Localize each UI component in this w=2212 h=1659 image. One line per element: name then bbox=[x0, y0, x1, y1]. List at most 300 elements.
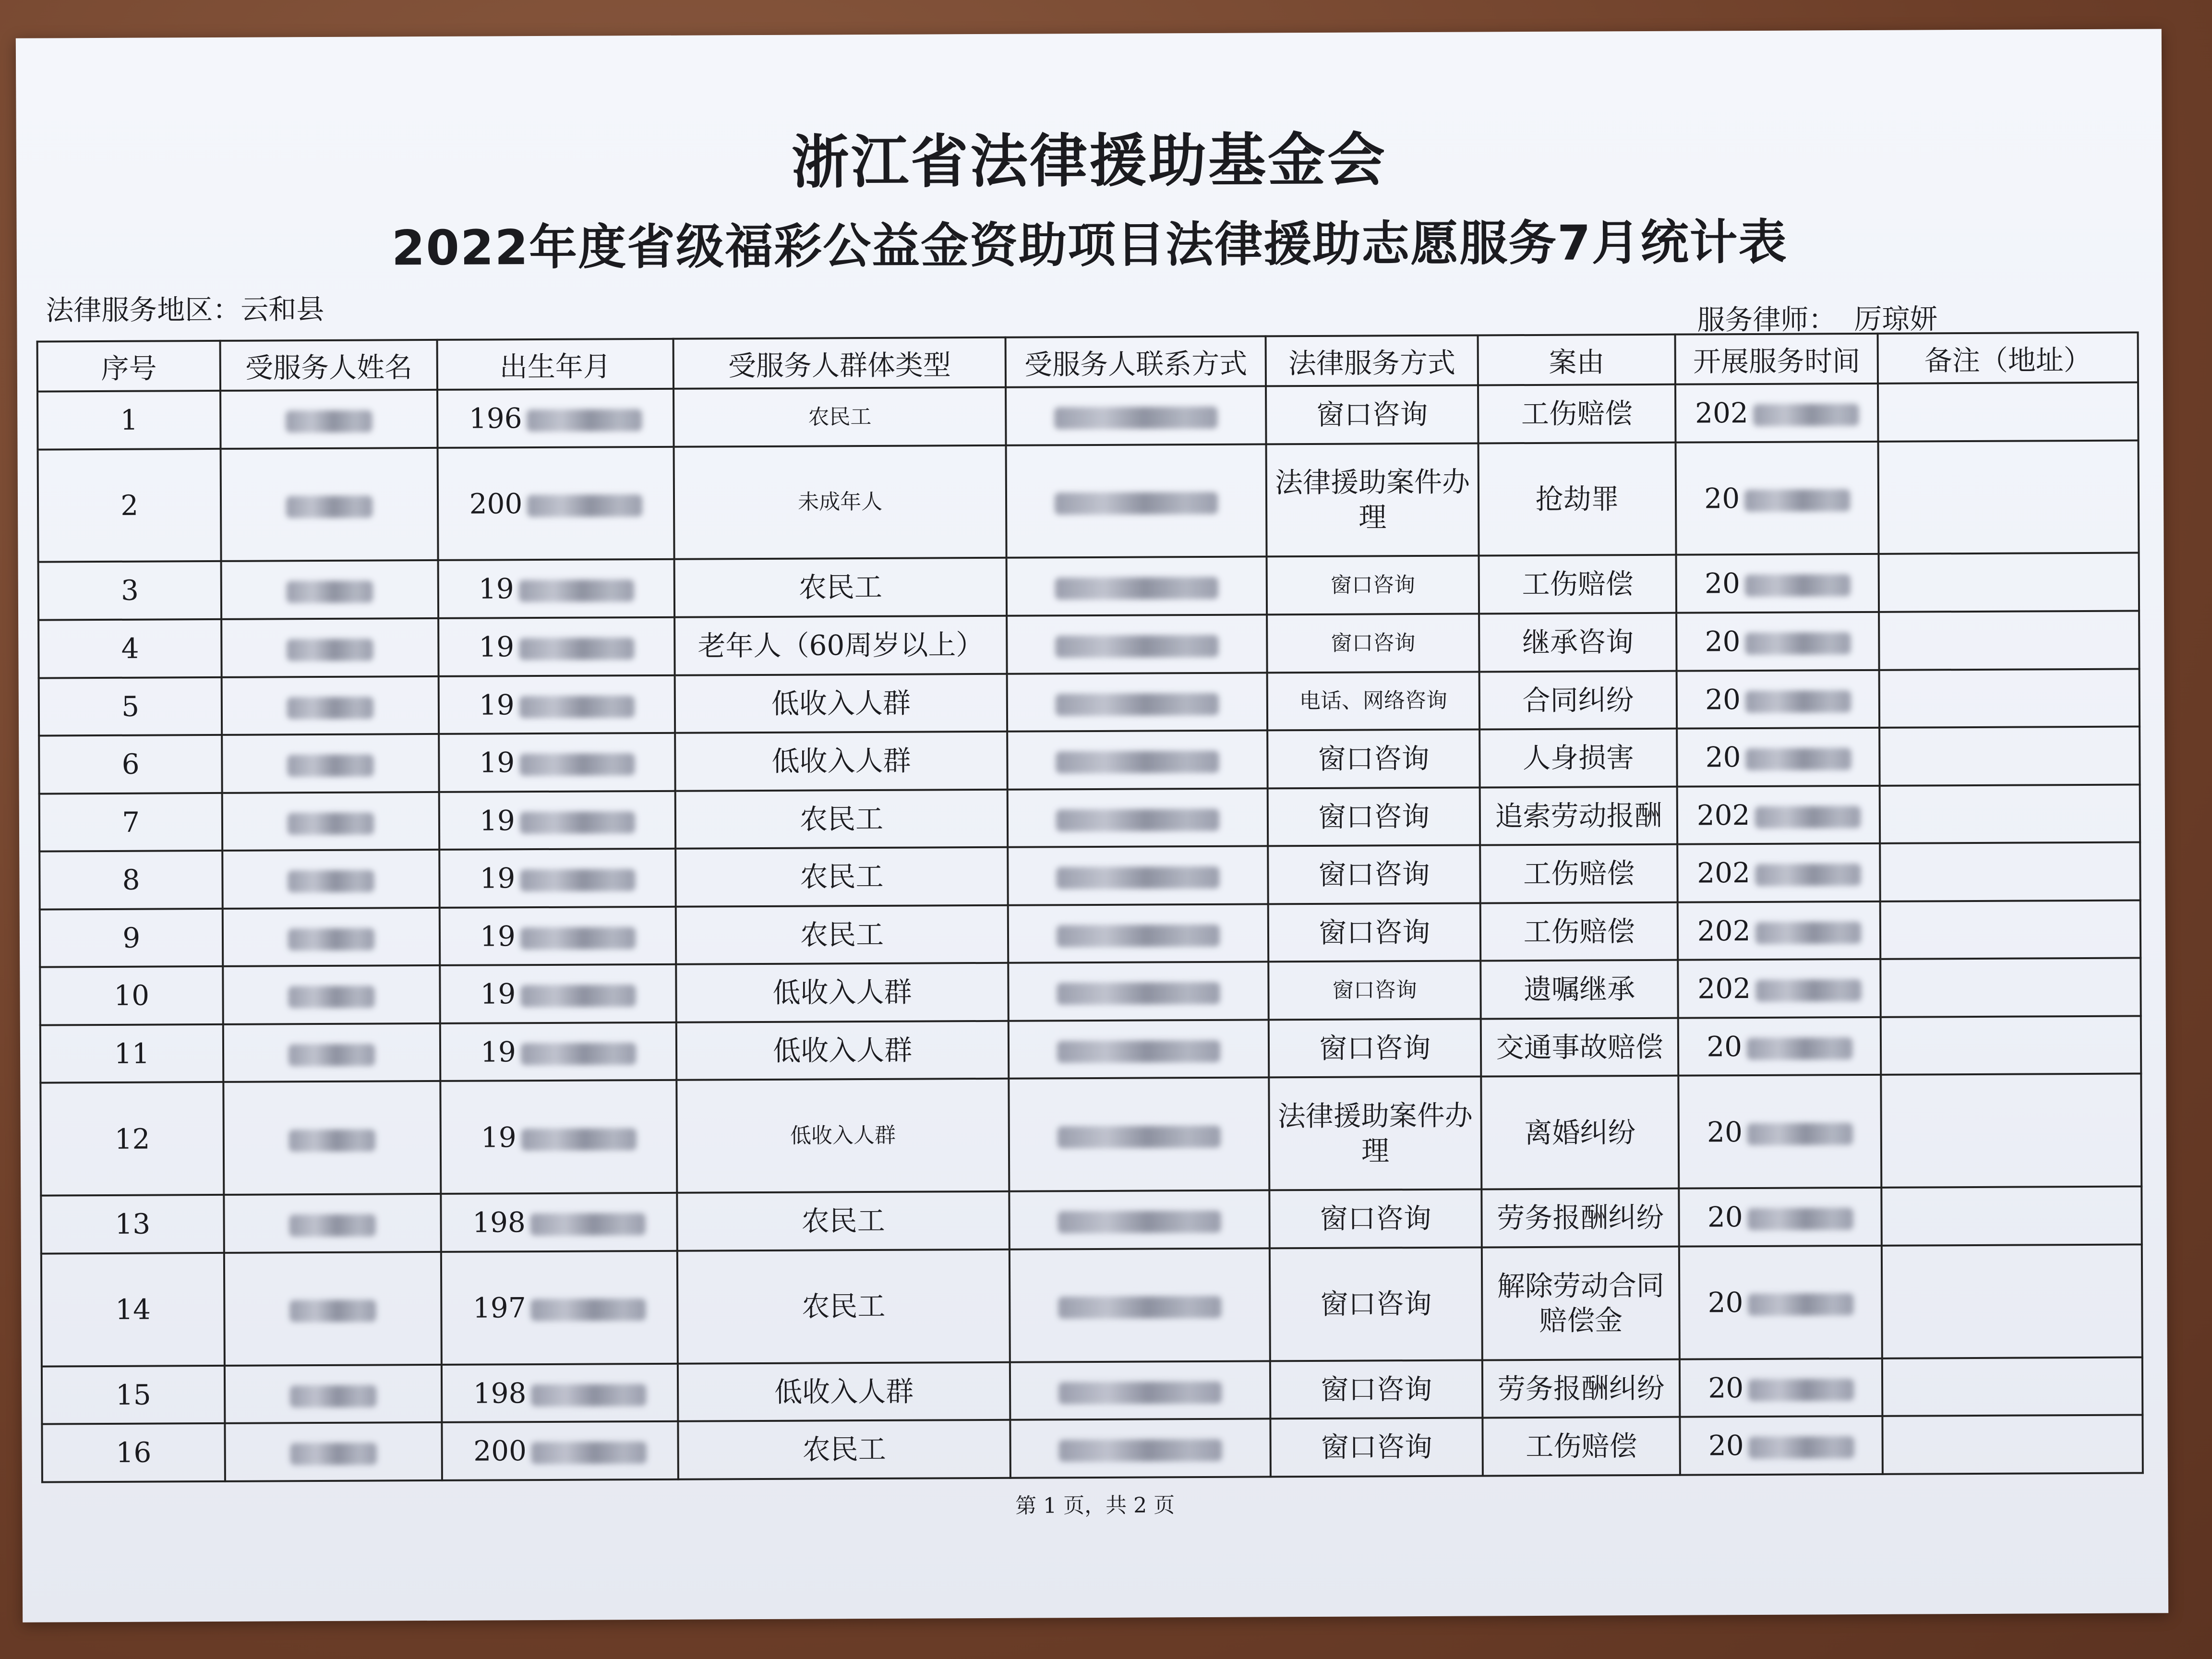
cell-cause bbox=[1481, 1018, 1679, 1077]
cell-name bbox=[222, 734, 439, 793]
cell-remark bbox=[1882, 1244, 2142, 1358]
table-row bbox=[40, 900, 2140, 967]
cell-cause-text: 工伤赔偿 bbox=[1521, 397, 1633, 431]
report-title: 2022年度省级福彩公益金资助项目法律援助志愿服务7月统计表 bbox=[391, 214, 1788, 276]
cell-group-text: 低收入人群 bbox=[774, 1375, 914, 1408]
cell-no bbox=[42, 1366, 225, 1424]
cell-method-text: 窗口咨询 bbox=[1318, 858, 1430, 891]
cell-birth bbox=[439, 733, 675, 792]
table-header-row bbox=[37, 332, 2138, 391]
cell-contact bbox=[1010, 1361, 1270, 1420]
cell-group bbox=[678, 1420, 1010, 1479]
cell-group bbox=[674, 673, 1007, 733]
redacted-block bbox=[290, 1385, 376, 1407]
cell-cause-text: 工伤赔偿 bbox=[1523, 914, 1635, 948]
redacted-block bbox=[1058, 1382, 1222, 1404]
cell-group bbox=[674, 558, 1007, 617]
cell-no-text: 2 bbox=[120, 489, 139, 522]
redacted-block bbox=[1057, 1040, 1220, 1063]
cell-group-text: 农民工 bbox=[808, 404, 872, 430]
redacted-block bbox=[1755, 922, 1861, 944]
redacted-block bbox=[1747, 1037, 1852, 1060]
cell-name bbox=[223, 908, 440, 967]
cell-method-text: 窗口咨询 bbox=[1321, 1431, 1432, 1464]
table-row bbox=[42, 1415, 2142, 1482]
table-row bbox=[39, 842, 2140, 910]
cell-method-text: 窗口咨询 bbox=[1319, 1031, 1431, 1065]
cell-no bbox=[37, 391, 221, 449]
cell-cause bbox=[1482, 1359, 1680, 1418]
cell-no-text: 1 bbox=[120, 403, 138, 436]
cell-birth-text: 19 bbox=[480, 977, 516, 1010]
cell-method-text: 窗口咨询 bbox=[1332, 978, 1417, 1003]
cell-time bbox=[1676, 441, 1879, 555]
redacted-block bbox=[531, 1442, 647, 1464]
redacted-block bbox=[519, 637, 634, 660]
cell-name bbox=[223, 965, 440, 1024]
table-row bbox=[41, 1187, 2141, 1254]
redacted-block bbox=[1055, 492, 1218, 515]
redacted-block bbox=[287, 638, 373, 661]
cell-time-text: 202 bbox=[1697, 972, 1751, 1005]
cell-method bbox=[1269, 961, 1481, 1020]
cell-method bbox=[1268, 903, 1480, 962]
cell-birth-text: 19 bbox=[481, 1120, 517, 1154]
cell-group-text: 农民工 bbox=[802, 1289, 886, 1323]
header-remark: 备注（地址） bbox=[1878, 332, 2138, 383]
header-birth: 出生年月 bbox=[437, 339, 673, 390]
lawyer-label: 服务律师： bbox=[1697, 303, 1837, 337]
cell-time-text: 20 bbox=[1705, 625, 1741, 658]
redacted-block bbox=[521, 1043, 636, 1065]
cell-no bbox=[39, 851, 223, 909]
cell-remark bbox=[1879, 727, 2140, 786]
cell-remark bbox=[1880, 900, 2141, 959]
header-cause: 案由 bbox=[1478, 335, 1675, 385]
cell-name bbox=[225, 1422, 442, 1481]
redacted-block bbox=[288, 755, 374, 777]
cell-method bbox=[1266, 443, 1479, 557]
table-row bbox=[40, 958, 2140, 1025]
cell-remark bbox=[1878, 382, 2139, 441]
cell-no-text: 7 bbox=[122, 805, 140, 839]
cell-time bbox=[1677, 670, 1879, 728]
cell-method-text: 法律援助案件办理 bbox=[1277, 1099, 1473, 1167]
redacted-block bbox=[1755, 864, 1861, 886]
cell-method-text: 窗口咨询 bbox=[1318, 742, 1430, 776]
cell-contact bbox=[1006, 386, 1266, 445]
redacted-block bbox=[1745, 632, 1851, 655]
cell-method-text: 窗口咨询 bbox=[1331, 630, 1416, 656]
cell-time-text: 20 bbox=[1707, 1286, 1743, 1319]
cell-time bbox=[1680, 1358, 1882, 1417]
cell-method-text: 电话、网络咨询 bbox=[1299, 688, 1448, 714]
cell-remark bbox=[1879, 611, 2140, 670]
cell-remark bbox=[1881, 1074, 2141, 1188]
cell-group-text: 低收入人群 bbox=[772, 976, 912, 1010]
redacted-block bbox=[520, 927, 636, 950]
page-footer: 第 1 页，共 2 页 bbox=[1015, 1493, 1175, 1518]
redacted-block bbox=[287, 581, 373, 603]
cell-cause bbox=[1480, 902, 1678, 961]
cell-no-text: 14 bbox=[115, 1293, 151, 1326]
cell-birth bbox=[438, 559, 674, 618]
cell-group-text: 农民工 bbox=[800, 918, 884, 951]
cell-time-text: 202 bbox=[1695, 397, 1748, 430]
cell-birth-text: 200 bbox=[473, 1434, 527, 1468]
cell-no-text: 3 bbox=[120, 574, 139, 607]
cell-group bbox=[677, 1191, 1010, 1251]
cell-cause bbox=[1479, 671, 1677, 729]
cell-birth bbox=[438, 617, 674, 676]
cell-contact bbox=[1008, 788, 1268, 847]
redacted-block bbox=[1744, 489, 1850, 512]
table-row bbox=[37, 382, 2138, 449]
cell-contact bbox=[1010, 1419, 1271, 1478]
cell-group bbox=[675, 732, 1008, 791]
cell-contact bbox=[1006, 444, 1267, 558]
cell-cause bbox=[1480, 786, 1678, 845]
cell-no-text: 6 bbox=[121, 747, 140, 781]
redacted-block bbox=[519, 580, 634, 602]
cell-cause-text: 工伤赔偿 bbox=[1522, 567, 1634, 601]
cell-birth-text: 19 bbox=[479, 688, 515, 721]
table-row bbox=[38, 611, 2139, 678]
cell-remark bbox=[1878, 440, 2139, 554]
cell-method bbox=[1270, 1360, 1482, 1419]
cell-cause-text: 解除劳动合同赔偿金 bbox=[1497, 1269, 1665, 1337]
cell-method bbox=[1270, 1190, 1482, 1248]
cell-time bbox=[1677, 612, 1879, 671]
redacted-block bbox=[287, 697, 373, 719]
cell-group bbox=[678, 1362, 1010, 1421]
redacted-block bbox=[1748, 1379, 1854, 1401]
cell-contact bbox=[1008, 730, 1268, 789]
cell-time bbox=[1676, 554, 1879, 613]
redacted-block bbox=[288, 812, 374, 835]
cell-name bbox=[220, 390, 437, 449]
cell-contact bbox=[1009, 962, 1269, 1021]
cell-birth bbox=[440, 1080, 677, 1194]
cell-birth bbox=[442, 1421, 678, 1480]
cell-time bbox=[1677, 728, 1880, 786]
cell-no-text: 4 bbox=[121, 632, 139, 665]
table-row bbox=[39, 669, 2140, 736]
cell-birth bbox=[441, 1251, 678, 1365]
redacted-block bbox=[1055, 577, 1218, 600]
cell-group-text: 农民工 bbox=[800, 860, 884, 893]
cell-contact bbox=[1007, 614, 1267, 673]
cell-method-text: 窗口咨询 bbox=[1316, 397, 1428, 431]
cell-no-text: 5 bbox=[121, 690, 140, 723]
cell-no-text: 15 bbox=[115, 1378, 151, 1411]
cell-birth bbox=[441, 1193, 677, 1252]
cell-cause bbox=[1480, 960, 1678, 1019]
cell-cause-text: 工伤赔偿 bbox=[1526, 1430, 1637, 1463]
cell-group bbox=[676, 905, 1009, 965]
cell-time bbox=[1677, 785, 1880, 844]
cell-group bbox=[674, 616, 1007, 675]
redacted-block bbox=[1755, 806, 1860, 829]
cell-no-text: 11 bbox=[114, 1037, 150, 1070]
cell-cause-text: 离婚纠纷 bbox=[1524, 1116, 1636, 1149]
redacted-block bbox=[519, 696, 635, 718]
cell-cause bbox=[1482, 1247, 1680, 1360]
cell-cause-text: 继承咨询 bbox=[1522, 625, 1634, 659]
cell-birth-text: 200 bbox=[469, 487, 523, 520]
table-row bbox=[38, 553, 2139, 620]
redacted-block bbox=[1748, 1208, 1853, 1230]
cell-group-text: 农民工 bbox=[802, 1433, 886, 1467]
cell-cause bbox=[1480, 844, 1678, 903]
cell-cause-text: 人身损害 bbox=[1522, 741, 1635, 775]
cell-name bbox=[223, 850, 440, 909]
cell-cause-text: 抢劫罪 bbox=[1535, 482, 1619, 516]
cell-no bbox=[40, 1082, 224, 1196]
cell-cause-text: 遗嘱继承 bbox=[1524, 973, 1635, 1006]
redacted-block bbox=[1056, 635, 1219, 658]
cell-contact bbox=[1007, 673, 1267, 732]
table-row bbox=[39, 784, 2140, 852]
cell-no-text: 8 bbox=[122, 863, 140, 897]
cell-group-text: 农民工 bbox=[798, 571, 883, 604]
table-row bbox=[38, 440, 2139, 562]
region-value: 云和县 bbox=[240, 292, 325, 326]
region-label: 法律服务地区： bbox=[46, 293, 241, 327]
cell-cause-text: 追索劳动报酬 bbox=[1495, 799, 1662, 833]
cell-remark bbox=[1882, 1415, 2143, 1474]
cell-birth bbox=[439, 791, 675, 850]
redacted-block bbox=[520, 869, 635, 891]
cell-no bbox=[40, 1024, 224, 1083]
cell-time-text: 202 bbox=[1697, 914, 1751, 948]
cell-birth-text: 19 bbox=[479, 746, 515, 779]
cell-method-text: 窗口咨询 bbox=[1318, 800, 1430, 833]
header-contact: 受服务人联系方式 bbox=[1006, 336, 1266, 387]
cell-no-text: 16 bbox=[116, 1436, 152, 1469]
cell-remark bbox=[1882, 1357, 2143, 1416]
lawyer-value: 厉琼妍 bbox=[1854, 302, 1938, 336]
cell-method bbox=[1267, 613, 1479, 672]
cell-time-text: 202 bbox=[1697, 856, 1751, 890]
cell-method bbox=[1267, 730, 1479, 788]
cell-cause-text: 交通事故赔偿 bbox=[1496, 1030, 1663, 1064]
cell-name bbox=[224, 1194, 441, 1253]
cell-cause-text: 劳务报酬纠纷 bbox=[1497, 1371, 1665, 1406]
cell-no-text: 12 bbox=[114, 1122, 150, 1155]
cell-birth bbox=[439, 849, 675, 908]
cell-no-text: 10 bbox=[114, 979, 150, 1012]
cell-birth-text: 198 bbox=[472, 1206, 526, 1239]
statistics-table bbox=[36, 331, 2144, 1483]
cell-contact bbox=[1008, 846, 1268, 905]
cell-cause bbox=[1478, 385, 1676, 443]
cell-no bbox=[41, 1195, 224, 1253]
header-method: 法律服务方式 bbox=[1266, 335, 1478, 386]
header-no: 序号 bbox=[37, 341, 221, 392]
cell-birth-text: 19 bbox=[480, 862, 516, 895]
cell-time-text: 20 bbox=[1707, 1201, 1743, 1234]
cell-birth bbox=[442, 1363, 678, 1422]
redacted-block bbox=[1745, 748, 1851, 770]
redacted-block bbox=[520, 811, 635, 834]
cell-cause-text: 工伤赔偿 bbox=[1523, 857, 1635, 890]
cell-time bbox=[1678, 959, 1881, 1018]
redacted-block bbox=[519, 753, 635, 776]
redacted-block bbox=[1755, 979, 1861, 1002]
cell-method-text: 法律援助案件办理 bbox=[1274, 466, 1470, 534]
cell-name bbox=[221, 560, 438, 619]
cell-time bbox=[1678, 902, 1880, 960]
cell-group-text: 老年人（60周岁以上） bbox=[697, 628, 984, 662]
document-page bbox=[16, 29, 2168, 1622]
cell-contact bbox=[1007, 557, 1267, 616]
cell-method-text: 窗口咨询 bbox=[1318, 915, 1431, 949]
cell-time-text: 20 bbox=[1708, 1429, 1744, 1462]
cell-group bbox=[676, 1021, 1009, 1081]
cell-birth-text: 198 bbox=[473, 1376, 527, 1410]
cell-group bbox=[677, 1250, 1010, 1364]
cell-cause-text: 劳务报酬纠纷 bbox=[1497, 1201, 1664, 1235]
redacted-block bbox=[1745, 575, 1851, 597]
cell-cause-text: 合同纠纷 bbox=[1522, 683, 1634, 717]
cell-method bbox=[1271, 1418, 1483, 1477]
cell-group-text: 低收入人群 bbox=[771, 686, 911, 720]
cell-contact bbox=[1010, 1248, 1270, 1362]
cell-time bbox=[1679, 1246, 1882, 1359]
redacted-block bbox=[1056, 751, 1219, 773]
cell-remark bbox=[1880, 784, 2140, 843]
redacted-block bbox=[1057, 982, 1220, 1005]
cell-time-text: 20 bbox=[1704, 481, 1740, 515]
redacted-block bbox=[520, 985, 636, 1007]
cell-birth bbox=[440, 907, 676, 966]
redacted-block bbox=[1745, 690, 1851, 713]
cell-time-text: 20 bbox=[1705, 741, 1741, 774]
cell-no bbox=[39, 735, 222, 793]
cell-name bbox=[222, 792, 439, 851]
cell-cause bbox=[1479, 613, 1677, 672]
table-row bbox=[41, 1244, 2142, 1366]
redacted-block bbox=[1057, 866, 1220, 889]
cell-name bbox=[223, 1023, 440, 1082]
cell-contact bbox=[1010, 1190, 1270, 1250]
cell-birth bbox=[440, 1022, 676, 1082]
cell-group-text: 低收入人群 bbox=[772, 1034, 913, 1067]
cell-no bbox=[40, 909, 223, 967]
service-region bbox=[46, 287, 324, 328]
cell-remark bbox=[1881, 1187, 2142, 1246]
redacted-block bbox=[286, 495, 373, 518]
cell-birth bbox=[439, 675, 675, 734]
cell-method-text: 窗口咨询 bbox=[1330, 573, 1416, 598]
cell-name bbox=[224, 1252, 442, 1366]
redacted-block bbox=[288, 928, 374, 950]
table-row bbox=[39, 727, 2140, 794]
cell-method bbox=[1267, 672, 1479, 730]
cell-time-text: 20 bbox=[1704, 567, 1741, 600]
cell-remark bbox=[1879, 669, 2140, 728]
header-time: 开展服务时间 bbox=[1675, 334, 1878, 385]
cell-time-text: 20 bbox=[1708, 1371, 1744, 1405]
cell-birth bbox=[437, 389, 673, 448]
redacted-block bbox=[289, 1129, 375, 1152]
cell-birth-text: 19 bbox=[479, 804, 515, 837]
redacted-block bbox=[1056, 808, 1219, 831]
cell-contact bbox=[1009, 1078, 1270, 1191]
cell-name bbox=[221, 618, 438, 677]
cell-time-text: 20 bbox=[1705, 683, 1741, 716]
table-row bbox=[40, 1016, 2141, 1083]
cell-group-text: 低收入人群 bbox=[771, 744, 911, 778]
cell-method bbox=[1268, 787, 1480, 846]
cell-group-text: 农民工 bbox=[799, 802, 884, 836]
redacted-block bbox=[1058, 1125, 1221, 1148]
cell-method-text: 窗口咨询 bbox=[1320, 1202, 1431, 1236]
cell-time bbox=[1679, 1075, 1882, 1189]
redacted-block bbox=[290, 1443, 377, 1466]
cell-group bbox=[675, 789, 1008, 849]
org-title: 浙江省法律援助基金会 bbox=[791, 127, 1387, 196]
cell-cause bbox=[1479, 555, 1676, 613]
cell-time bbox=[1678, 843, 1880, 902]
cell-no bbox=[39, 677, 222, 735]
cell-method bbox=[1267, 556, 1479, 614]
redacted-block bbox=[530, 1213, 646, 1236]
redacted-block bbox=[1749, 1436, 1854, 1459]
redacted-block bbox=[289, 1300, 376, 1322]
table-row bbox=[40, 1074, 2141, 1196]
cell-no bbox=[42, 1423, 225, 1482]
cell-remark bbox=[1881, 1016, 2141, 1075]
cell-group bbox=[673, 387, 1006, 447]
redacted-block bbox=[1057, 925, 1220, 947]
cell-name bbox=[221, 448, 438, 562]
cell-time-text: 20 bbox=[1707, 1115, 1743, 1149]
redacted-block bbox=[289, 986, 375, 1009]
cell-birth-text: 19 bbox=[480, 1035, 517, 1069]
cell-group bbox=[673, 445, 1007, 559]
redacted-block bbox=[1753, 404, 1859, 426]
cell-remark bbox=[1879, 553, 2140, 612]
cell-no bbox=[40, 966, 223, 1025]
cell-group-text: 低收入人群 bbox=[790, 1123, 896, 1149]
cell-group bbox=[675, 847, 1008, 907]
cell-cause bbox=[1482, 1417, 1680, 1476]
redacted-block bbox=[527, 409, 642, 432]
cell-group-text: 未成年人 bbox=[798, 490, 883, 515]
cell-no bbox=[41, 1253, 225, 1367]
cell-method bbox=[1270, 1247, 1482, 1361]
cell-method bbox=[1266, 385, 1478, 444]
cell-time-text: 202 bbox=[1696, 798, 1750, 832]
header-name: 受服务人姓名 bbox=[220, 340, 437, 391]
cell-no bbox=[38, 619, 222, 678]
redacted-block bbox=[1059, 1439, 1222, 1462]
cell-cause bbox=[1481, 1076, 1679, 1190]
redacted-block bbox=[521, 1128, 637, 1151]
cell-remark bbox=[1880, 842, 2140, 902]
cell-no-text: 13 bbox=[115, 1207, 151, 1241]
redacted-block bbox=[288, 870, 374, 893]
service-lawyer bbox=[1697, 296, 1937, 337]
header-group: 受服务人群体类型 bbox=[673, 337, 1006, 389]
cell-no bbox=[38, 561, 222, 620]
cell-name bbox=[225, 1365, 442, 1424]
redacted-block bbox=[531, 1298, 646, 1321]
redacted-block bbox=[289, 1214, 376, 1237]
cell-name bbox=[224, 1081, 441, 1195]
